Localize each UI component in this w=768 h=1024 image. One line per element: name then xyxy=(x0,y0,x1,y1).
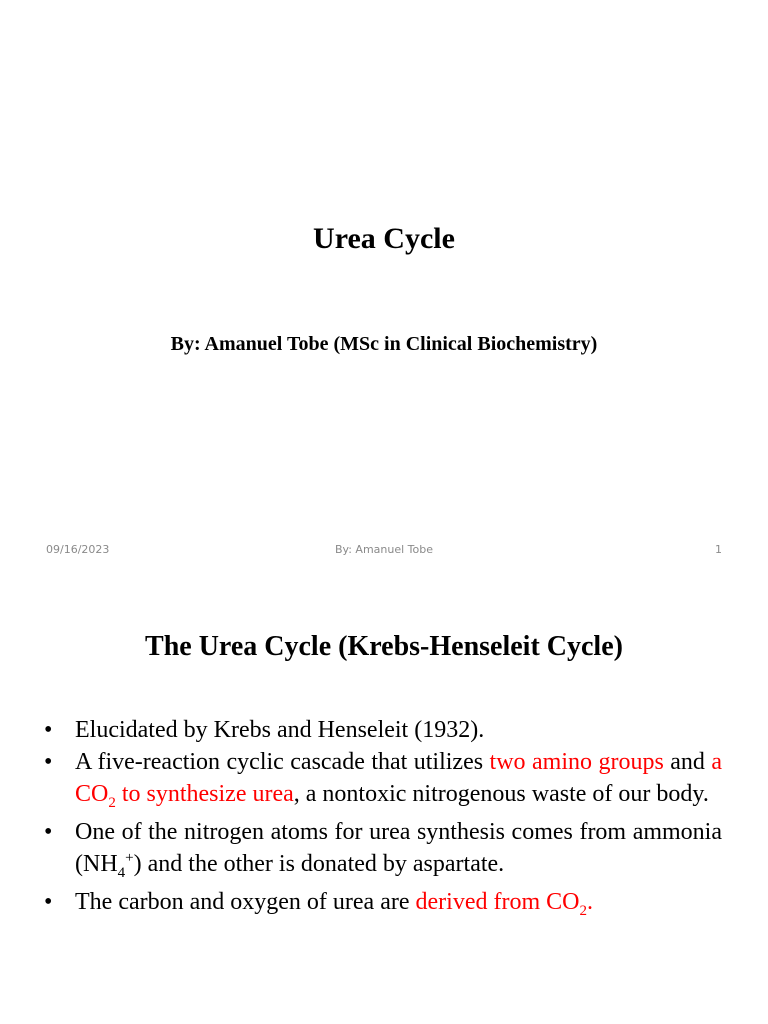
slide-title: Urea Cycle xyxy=(313,222,455,255)
subscript: 2 xyxy=(579,902,587,919)
highlight-text: a CO xyxy=(75,749,723,807)
slide-2-title: The Urea Cycle (Krebs-Henseleit Cycle) xyxy=(145,631,623,662)
footer-page-number: 1 xyxy=(715,543,722,556)
bullet-text: A five-reaction cyclic cascade that utilizes xyxy=(75,749,490,775)
bullet-text: One of the nitrogen atoms for urea synthesis comes from ammonia (NH xyxy=(75,819,722,877)
bullet-text: and xyxy=(663,749,712,775)
bullet-item xyxy=(44,714,722,746)
footer-author: By: Amanuel Tobe xyxy=(334,543,434,556)
bullet-icon: • xyxy=(44,717,53,743)
bullet-text: The carbon and oxygen of urea are xyxy=(75,889,416,915)
highlight-text: . xyxy=(586,889,593,915)
bullet-icon: • xyxy=(44,889,53,915)
bullet-text: ) and the other is donated by aspartate. xyxy=(133,851,505,877)
bullet-item xyxy=(44,746,722,810)
superscript: + xyxy=(125,850,134,866)
highlight-text: to synthesize urea xyxy=(115,781,294,807)
bullet-text: , a nontoxic nitrogenous waste of our body. xyxy=(293,781,709,807)
bullet-icon: • xyxy=(44,819,53,845)
highlight-text: two amino groups xyxy=(489,749,664,775)
footer-date: 09/16/2023 xyxy=(46,543,110,556)
bullet-item xyxy=(44,816,722,880)
bullet-item xyxy=(44,886,722,918)
slide-subtitle: By: Amanuel Tobe (MSc in Clinical Biochemistry) xyxy=(170,333,598,355)
bullet-icon: • xyxy=(44,749,53,775)
highlight-text: derived from CO xyxy=(415,889,580,915)
slide-2 xyxy=(0,576,768,1024)
subscript: 4 xyxy=(117,864,126,881)
bullet-list xyxy=(44,714,722,924)
bullet-text: Elucidated by Krebs and Henseleit (1932). xyxy=(75,717,485,743)
subscript: 2 xyxy=(108,794,116,811)
